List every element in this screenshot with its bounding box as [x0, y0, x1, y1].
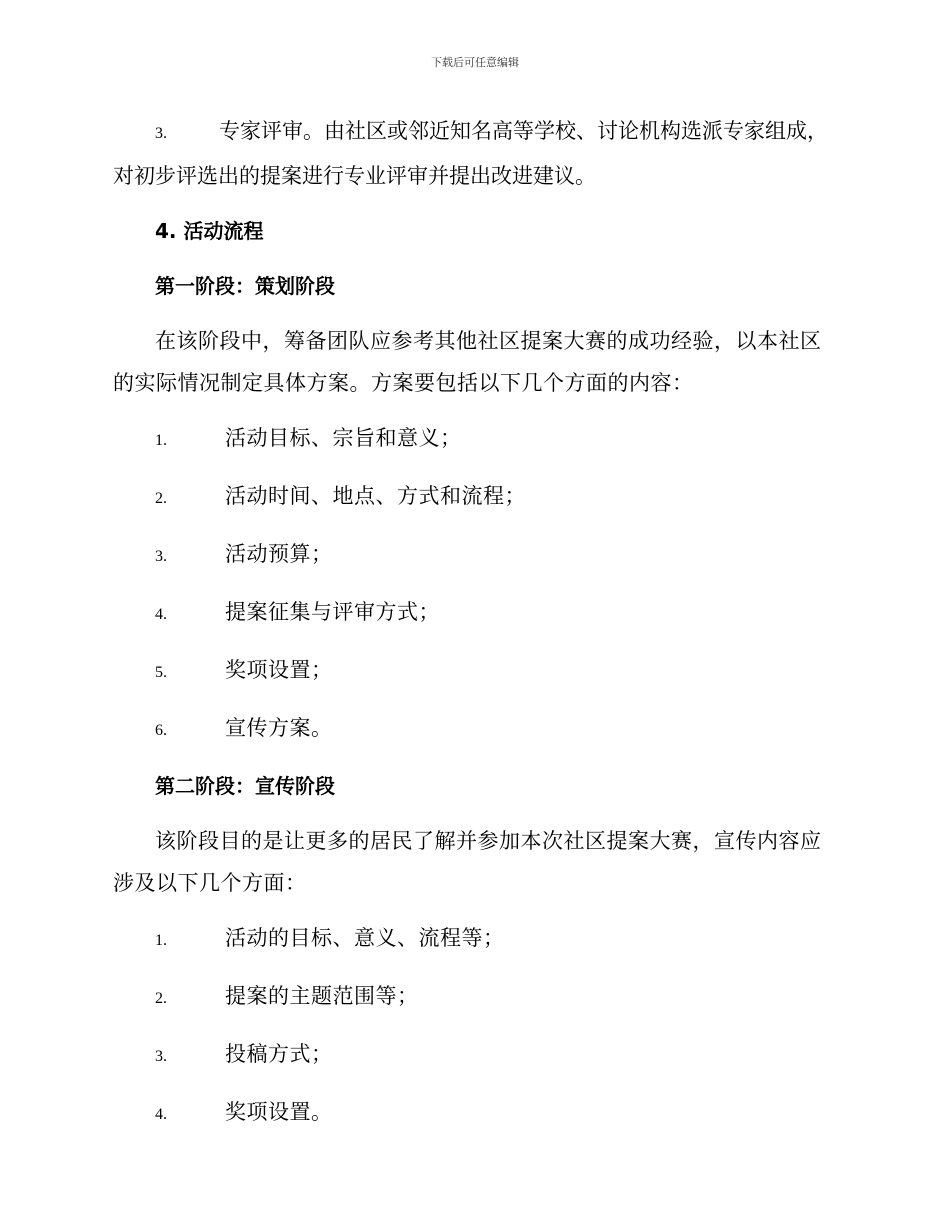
list-item: [113, 533, 833, 578]
item-number: 3.: [155, 548, 167, 565]
stage1-title: 第一阶段：策划阶段: [155, 274, 335, 298]
stage2-paragraph: 该阶段目的是让更多的居民了解并参加本次社区提案大赛，宣传内容应涉及以下几个方面：: [113, 829, 822, 895]
document-body: [113, 110, 833, 1149]
item-text: 活动时间、地点、方式和流程；: [225, 484, 526, 508]
item-number: 1.: [155, 932, 167, 949]
list-item: [113, 591, 833, 636]
item-number: 3.: [155, 125, 167, 142]
item-number: 4.: [155, 1106, 167, 1123]
section-title: 4. 活动流程: [155, 219, 264, 243]
item-text: 提案的主题范围等；: [225, 984, 419, 1008]
item-number: 2.: [155, 990, 167, 1007]
list-item: [113, 417, 833, 462]
item-text: 活动预算；: [225, 542, 333, 566]
list-item: [113, 707, 833, 752]
page-header: 下载后可任意编辑: [431, 56, 519, 69]
list-item: [113, 1033, 833, 1078]
item-text: 活动的目标、意义、流程等；: [225, 926, 505, 950]
list-item: [113, 975, 833, 1020]
stage1-paragraph: 在该阶段中，筹备团队应参考其他社区提案大赛的成功经验，以本社区的实际情况制定具体方案。方案要包括以下几个方面的内容：: [113, 329, 822, 395]
stage2-title: 第二阶段：宣传阶段: [155, 774, 335, 798]
item-text: 奖项设置；: [225, 658, 333, 682]
item-number: 1.: [155, 432, 167, 449]
item-text: 宣传方案。: [225, 716, 333, 740]
list-item: [113, 649, 833, 694]
item-text: 专家评审。由社区或邻近知名高等学校、讨论机构选派专家组成，对初步评选出的提案进行专业评审并提出改进建议。: [113, 119, 828, 188]
item-text: 投稿方式；: [225, 1042, 333, 1066]
item-number: 6.: [155, 722, 167, 739]
item-number: 5.: [155, 664, 167, 681]
list-item: [113, 917, 833, 962]
item-number: 4.: [155, 606, 167, 623]
item-text: 活动目标、宗旨和意义；: [225, 426, 462, 450]
item-number: 2.: [155, 490, 167, 507]
item-number: 3.: [155, 1048, 167, 1065]
expert-review-item: [113, 110, 833, 197]
item-text: 提案征集与评审方式；: [225, 600, 440, 624]
item-text: 奖项设置。: [225, 1100, 333, 1124]
list-item: [113, 1091, 833, 1136]
list-item: [113, 475, 833, 520]
